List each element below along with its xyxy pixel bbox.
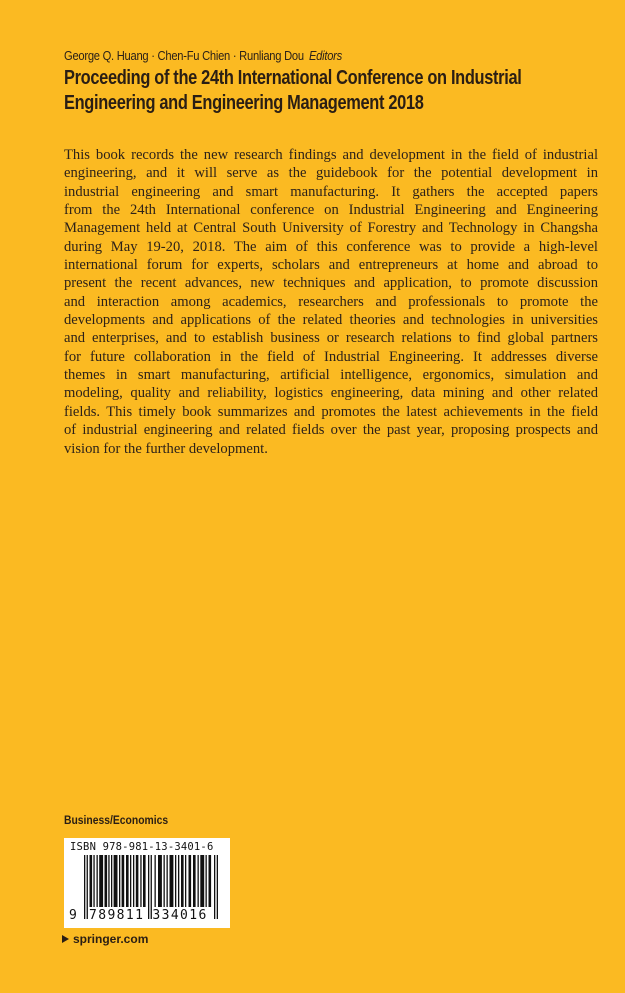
blurb-line: Management held at Central South University of Forestry and Technology in Changsha	[64, 220, 598, 237]
editors-names: George Q. Huang · Chen-Fu Chien · Runliang Dou	[64, 48, 304, 63]
isbn-label: ISBN 978-981-13-3401-6	[70, 841, 214, 853]
blurb-line: developments and applications of the related theories and technologies in universities	[64, 312, 598, 329]
website-label: springer.com	[73, 932, 149, 946]
blurb-line: from the 24th International conference on Industrial Engineering and Engineering	[64, 202, 598, 219]
barcode-digits-left: 789811	[89, 908, 145, 923]
editors-line	[64, 48, 342, 63]
blurb-line: and enterprises, and to establish business or research relations to find global partners	[64, 330, 598, 347]
title-line: Proceeding of the 24th International Conference on Industrial	[64, 67, 522, 89]
blurb-line: This book records the new research findings and development in the field of industrial	[64, 147, 598, 163]
blurb-line: modeling, quality and reliability, logistics engineering, data mining and other related	[64, 385, 598, 402]
book-title	[64, 66, 521, 116]
publisher-website-link[interactable]	[62, 932, 148, 946]
isbn-barcode	[64, 838, 230, 928]
blurb-line: industrial engineering and smart manufacturing. It gathers the accepted papers	[64, 183, 598, 200]
blurb-line: for future collaboration in the field of Industrial Engineering. It addresses diverse	[64, 348, 598, 365]
blurb-line: fields. This timely book summarizes and promotes the latest achievements in the field	[64, 403, 598, 420]
barcode-digit-first: 9	[69, 908, 77, 923]
blurb-line: international forum for experts, scholars and entrepreneurs at home and abroad to	[64, 257, 598, 274]
blurb-line: and interaction among academics, researchers and professionals to promote the	[64, 293, 598, 310]
blurb-line: of industrial engineering and related fields over the past year, proposing prospects and	[64, 422, 598, 439]
barcode-digits	[69, 908, 208, 923]
blurb-line: themes in smart manufacturing, artificial intelligence, ergonomics, simulation and	[64, 367, 598, 384]
blurb-line: vision for the further development.	[64, 440, 268, 457]
title-line: Engineering and Engineering Management 2018	[64, 92, 424, 114]
category-label: Business/Economics	[64, 815, 169, 827]
book-blurb	[64, 146, 598, 458]
blurb-line: engineering, and it will serve as the guidebook for the potential development in	[64, 165, 598, 182]
barcode-digits-right: 334016	[152, 908, 208, 923]
blurb-line: present the recent advances, new techniques and application, to promote discussion	[64, 275, 598, 292]
play-arrow-icon	[62, 935, 69, 943]
blurb-line: during May 19-20, 2018. The aim of this conference was to provide a high-level	[64, 238, 598, 255]
editors-role: Editors	[308, 48, 342, 63]
